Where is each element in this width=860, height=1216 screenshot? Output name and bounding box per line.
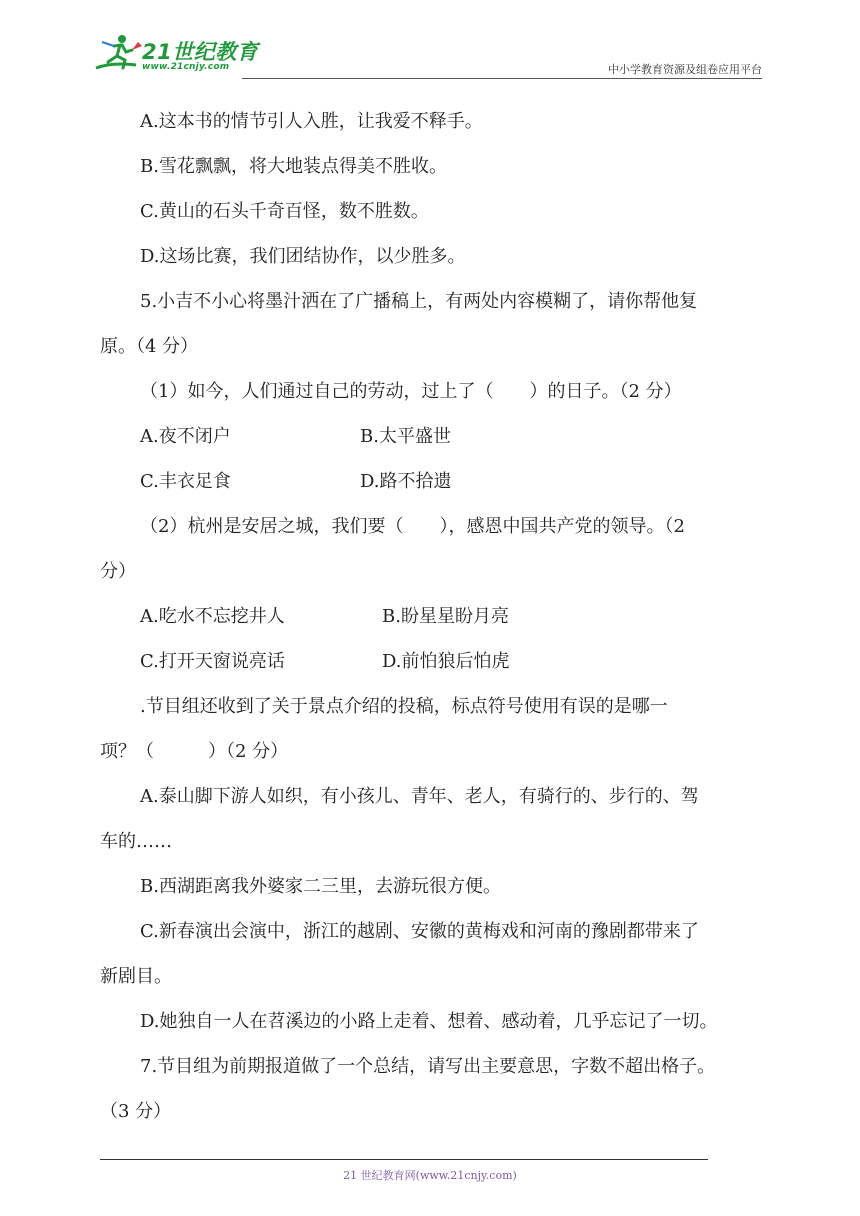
logo-url: www.21cnjy.com	[142, 62, 230, 72]
q5-sub2-option-d: D.前怕狼后怕虎	[382, 651, 510, 672]
q6-option-a-line1: A.泰山脚下游人如织，有小孩儿、青年、老人，有骑行的、步行的、驾	[140, 786, 699, 807]
q5-sub2-option-c: C.打开天窗说亮话	[140, 651, 285, 672]
q6-option-a-line2: 车的……	[100, 831, 172, 852]
logo-text: 21世纪教育	[142, 40, 259, 64]
footer-divider	[100, 1159, 708, 1160]
q5-sub1-text: （1）如今，人们通过自己的劳动，过上了（ ）的日子。（2 分）	[140, 381, 682, 402]
q4-option-d: D.这场比赛，我们团结协作，以少胜多。	[140, 246, 466, 267]
q5-sub1-option-d: D.路不拾遗	[360, 471, 452, 492]
q6-option-c-line2: 新剧目。	[100, 966, 172, 987]
page-header	[92, 28, 762, 78]
q5-sub2-text-line2: 分）	[100, 561, 136, 582]
q7-stem-line1: 7.节目组为前期报道做了一个总结，请写出主要意思，字数不超出格子。	[140, 1056, 716, 1077]
site-logo	[92, 32, 262, 76]
q4-option-b: B.雪花飘飘，将大地装点得美不胜收。	[140, 156, 447, 177]
q5-sub1-option-a: A.夜不闭户	[140, 426, 231, 447]
platform-title: 中小学教育资源及组卷应用平台	[608, 63, 762, 76]
q7-stem-line2: （3 分）	[100, 1101, 172, 1122]
q5-sub2-option-b: B.盼星星盼月亮	[382, 606, 509, 627]
footer-link[interactable]: 21 世纪教育网(www.21cnjy.com)	[343, 1169, 517, 1182]
q4-option-a: A.这本书的情节引人入胜，让我爱不释手。	[140, 111, 483, 132]
q6-option-b: B.西湖距离我外婆家二三里，去游玩很方便。	[140, 876, 501, 897]
running-man-icon	[92, 32, 144, 76]
q5-stem-line2: 原。（4 分）	[100, 336, 199, 357]
q5-sub1-option-b: B.太平盛世	[360, 426, 451, 447]
q6-option-d: D.她独自一人在苕溪边的小路上走着、想着、感动着，几乎忘记了一切。	[140, 1011, 718, 1032]
q6-option-c-line1: C.新春演出会演中，浙江的越剧、安徽的黄梅戏和河南的豫剧都带来了	[140, 921, 699, 942]
header-divider	[242, 78, 762, 79]
q5-sub1-option-c: C.丰衣足食	[140, 471, 231, 492]
q4-option-c: C.黄山的石头千奇百怪，数不胜数。	[140, 201, 429, 222]
q6-stem-line2: 项？（ ）（2 分）	[100, 741, 289, 762]
q5-sub2-text-line1: （2）杭州是安居之城，我们要（ ），感恩中国共产党的领导。（2	[140, 516, 685, 537]
q5-stem-line1: 5.小吉不小心将墨汁洒在了广播稿上，有两处内容模糊了，请你帮他复	[140, 291, 698, 312]
q6-stem-line1: .节目组还收到了关于景点介绍的投稿，标点符号使用有误的是哪一	[140, 696, 668, 717]
q5-sub2-option-a: A.吃水不忘挖井人	[140, 606, 285, 627]
